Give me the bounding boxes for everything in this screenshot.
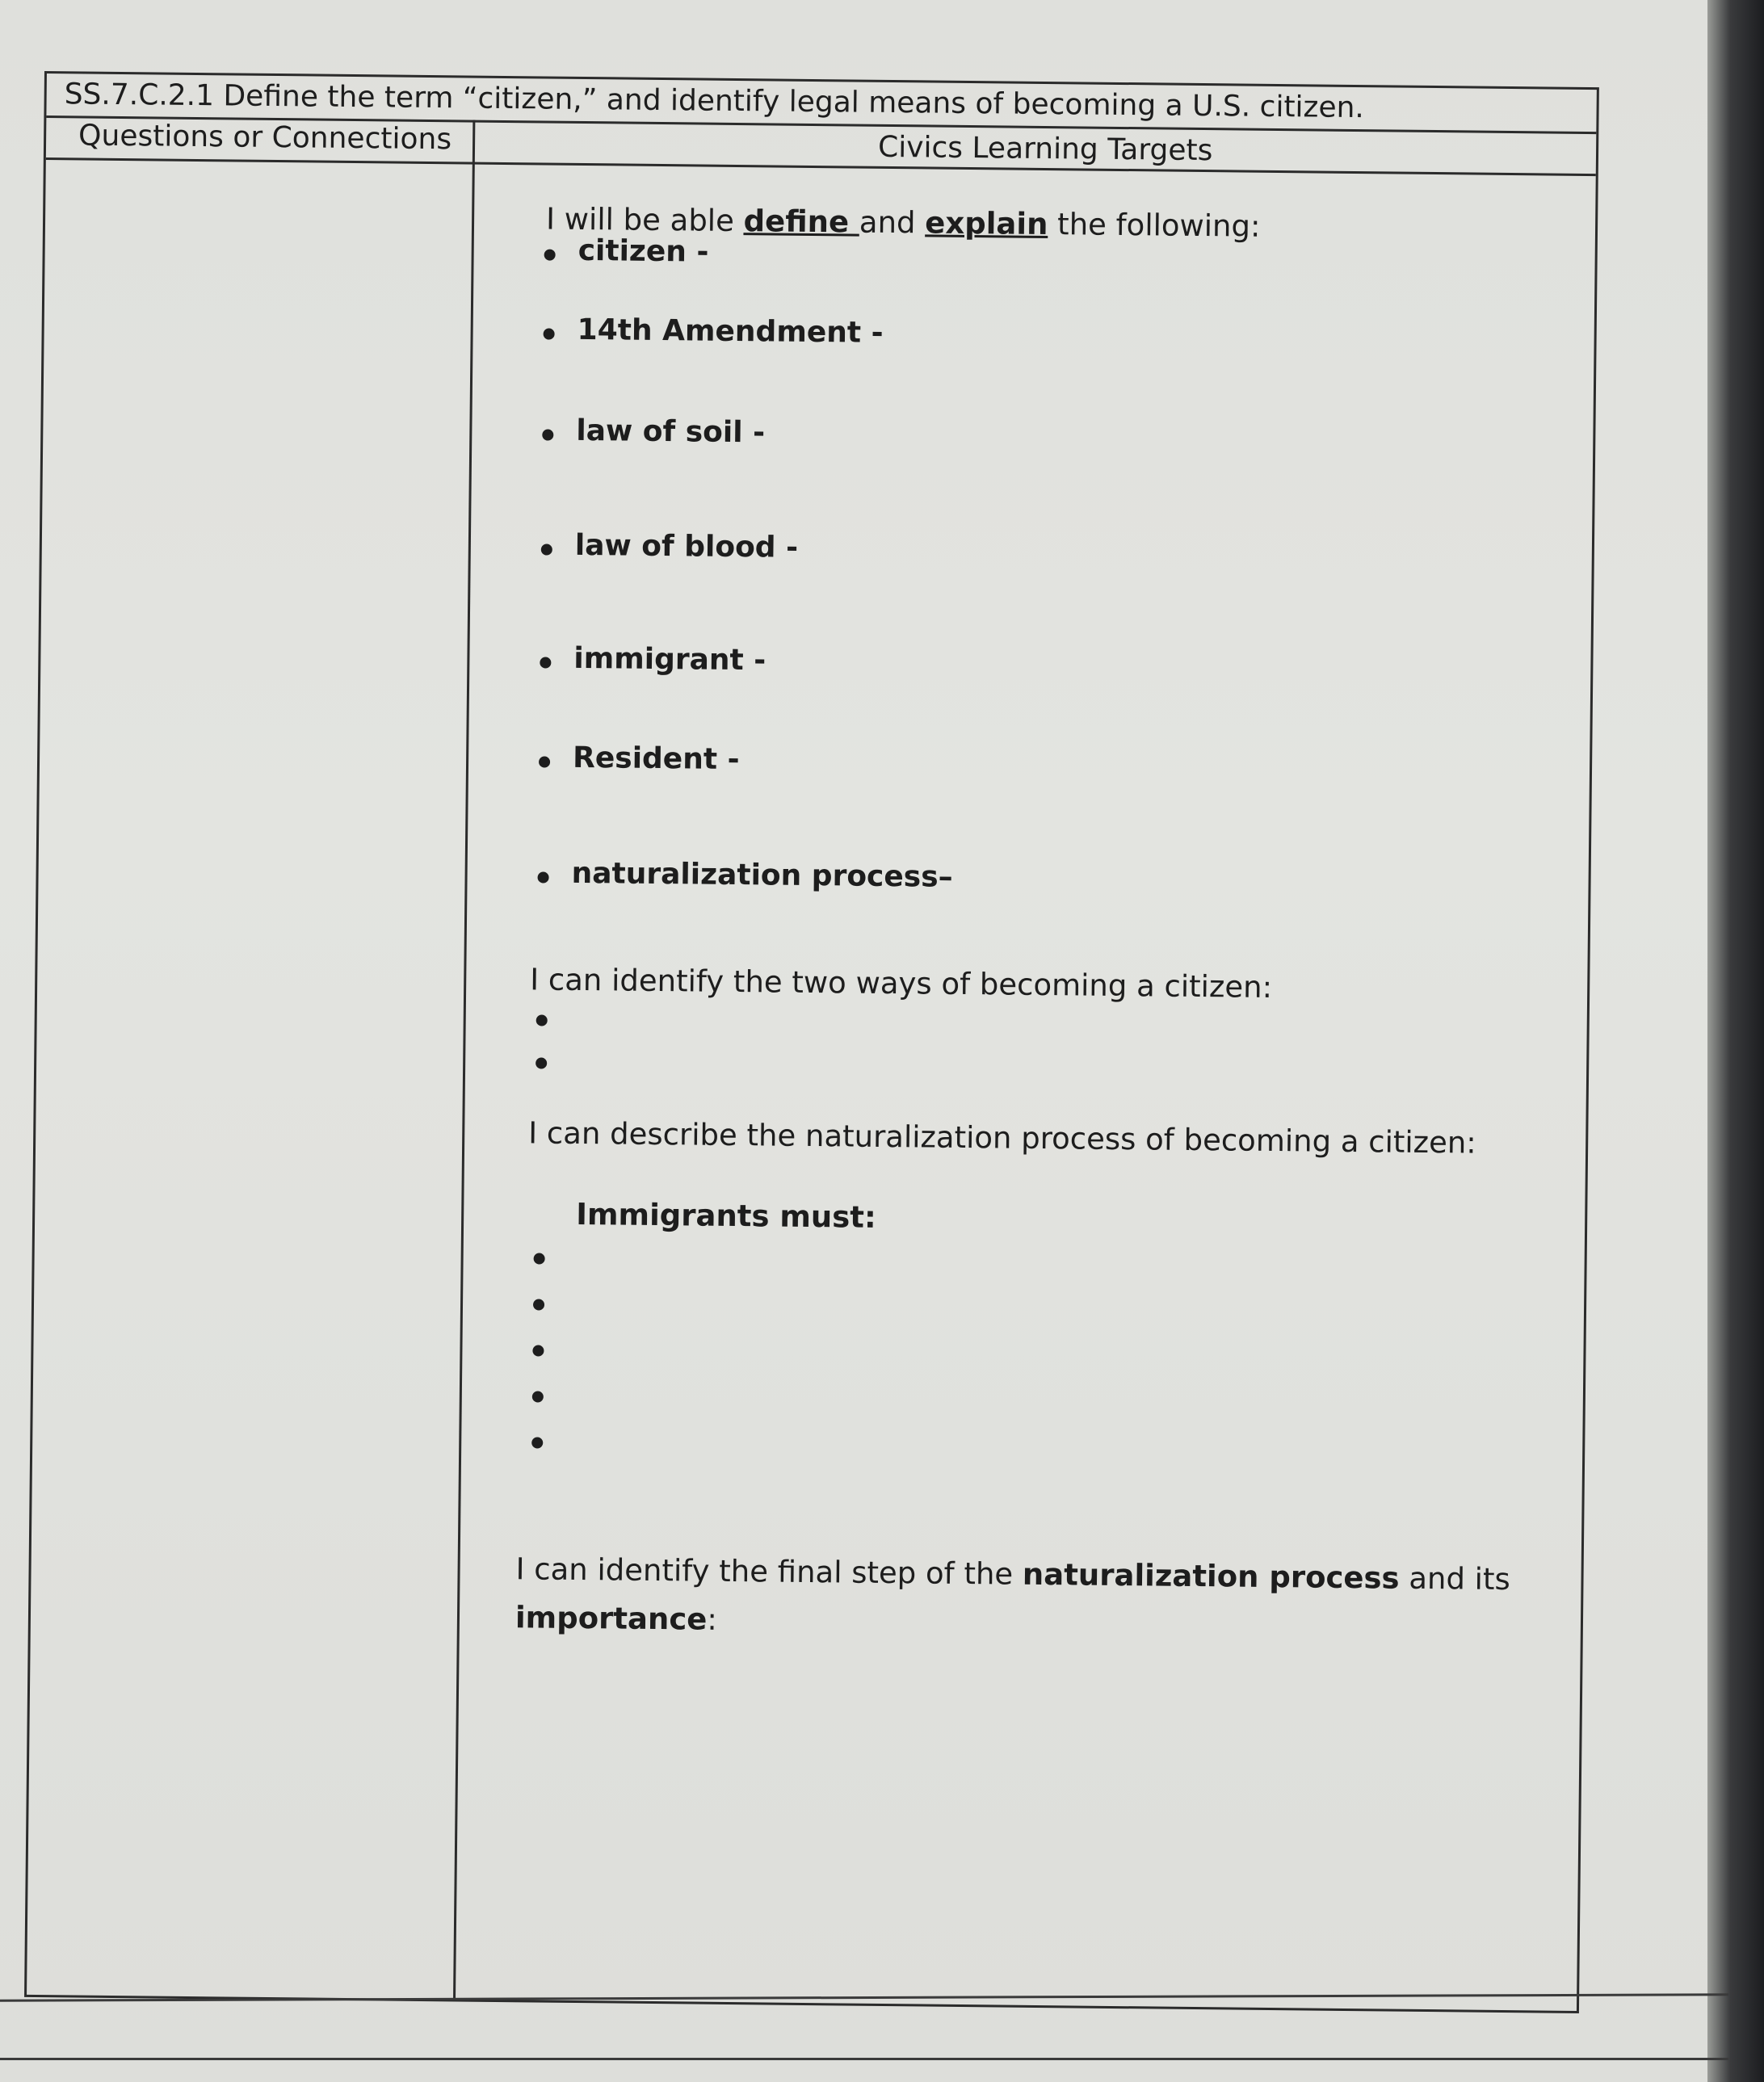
- bullet-requirement-4: [532, 1391, 544, 1402]
- term-law-of-blood: law of blood -: [574, 528, 799, 565]
- intro-prefix: I will be able: [545, 201, 744, 239]
- term-law-of-soil: law of soil -: [576, 413, 766, 450]
- term-14th-amendment: 14th Amendment -: [577, 313, 884, 350]
- term-resident: Resident -: [572, 741, 740, 777]
- bullet-resident: [539, 756, 550, 767]
- bullet-requirement-5: [531, 1437, 543, 1448]
- bullet-immigrant: [540, 657, 551, 668]
- final-step-line-1: [515, 1551, 1510, 1597]
- intro-middle: and: [859, 204, 926, 241]
- final-step-bold-naturalization: naturalization process: [1022, 1556, 1400, 1596]
- bullet-requirement-3: [532, 1345, 544, 1356]
- page-rule-2: [0, 2058, 1728, 2060]
- term-citizen: citizen -: [578, 233, 709, 269]
- bullet-14th-amendment: [544, 328, 555, 339]
- notes-table: [24, 71, 1599, 2013]
- bullet-requirement-1: [534, 1253, 545, 1264]
- final-step-prefix: I can identify the final step of the: [515, 1551, 1023, 1592]
- two-ways-line: I can identify the two ways of becoming a citizen:: [530, 962, 1273, 1005]
- background-edge: [1707, 0, 1764, 2082]
- bullet-naturalization-process: [538, 871, 549, 883]
- bullet-citizen: [544, 249, 556, 260]
- column-divider: [453, 120, 475, 2000]
- bullet-law-of-soil: [542, 429, 553, 440]
- define-word: define: [743, 204, 860, 240]
- term-naturalization-process: naturalization process–: [571, 856, 953, 894]
- term-immigrant: immigrant -: [573, 641, 766, 678]
- bullet-law-of-blood: [541, 544, 552, 555]
- intro-suffix: the following:: [1048, 207, 1261, 244]
- final-step-middle: and its: [1399, 1560, 1510, 1597]
- standard-row: SS.7.C.2.1 Define the term “citizen,” and identify legal means of becoming a U.S. citizen.: [46, 73, 1596, 134]
- final-step-line-2: [515, 1600, 717, 1637]
- describe-line: I can describe the naturalization process of becoming a citizen:: [528, 1115, 1477, 1161]
- immigrants-must-label: Immigrants must:: [575, 1196, 877, 1235]
- final-step-bold-importance: importance: [514, 1600, 708, 1637]
- explain-word: explain: [925, 205, 1048, 242]
- questions-header: Questions or Connections: [78, 119, 452, 157]
- bullet-way-1: [536, 1014, 548, 1026]
- learning-targets-column: [479, 162, 1580, 2011]
- targets-header: Civics Learning Targets: [877, 130, 1213, 168]
- bullet-requirement-2: [533, 1299, 544, 1310]
- final-step-suffix: :: [707, 1601, 718, 1637]
- bullet-way-2: [536, 1057, 547, 1068]
